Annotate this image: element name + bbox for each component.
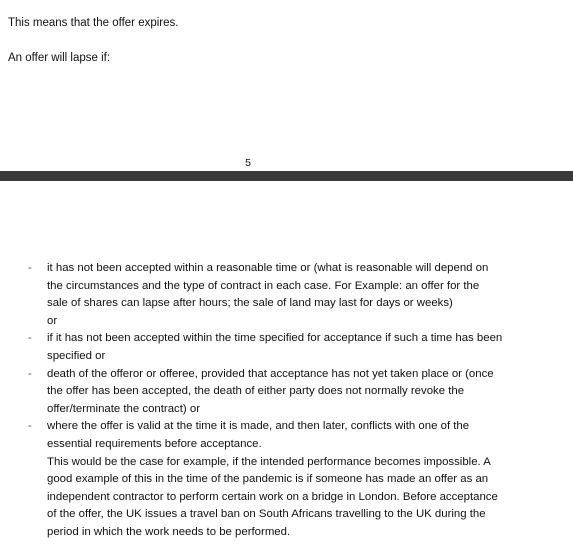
bullet-dash: -	[28, 332, 32, 345]
list-item	[0, 418, 573, 541]
list-item-continuation: This would be the case for example, if the intended performance becomes impossible. A good example of this in the time of the pandemic is if someone has made an offer as an independent contractor to perform certain work on a bridge in London. Before acceptance of the offer, the UK issues a travel ban on South Africans travelling to the UK during the period in which the work needs to be performed.	[47, 455, 498, 538]
list-item-text: death of the offeror or offeree, provided that acceptance has not yet taken place or (once the offer has been accepted, the death of either party does not normally revoke the offer/terminate the contract) or	[47, 367, 494, 415]
document-page-bottom	[0, 181, 573, 559]
list-item	[0, 366, 573, 419]
page-number: 5	[245, 157, 251, 169]
bullet-dash: -	[28, 420, 32, 433]
list-item-text: where the offer is valid at the time it is made, and then later, conflicts with one of the essential requirements before acceptance.	[47, 420, 470, 450]
list-item	[0, 330, 573, 365]
document-page-top	[0, 0, 573, 171]
bullet-dash: -	[28, 367, 32, 380]
list-item	[0, 260, 573, 330]
paragraph-offer-lapse: An offer will lapse if:	[8, 52, 111, 64]
list-item-text: if it has not been accepted within the time specified for acceptance if such a time has been specified or	[47, 332, 503, 362]
list-item-continuation: or	[47, 314, 58, 327]
list-item-text: it has not been accepted within a reasonable time or (what is reasonable will depend on the circumstances and the type of contract in each case. For Example: an offer for the sale of shares can lapse after hours; the sale of land may last for days or weeks)	[47, 262, 489, 310]
paragraph-offer-expires: This means that the offer expires.	[8, 17, 179, 29]
lapse-conditions-list	[0, 260, 573, 542]
bullet-dash: -	[28, 262, 32, 274]
